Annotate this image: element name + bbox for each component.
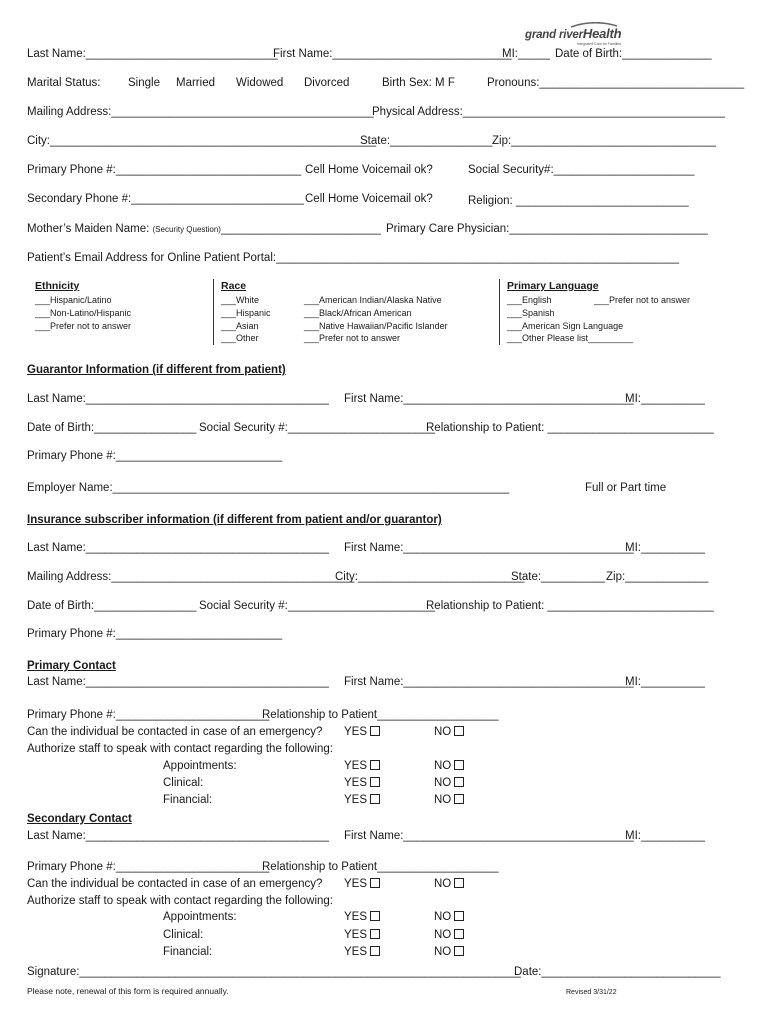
primary-emergency-yes[interactable] [344,725,380,739]
secondary-authorize-text: Authorize staff to speak with contact regarding the following: [27,895,333,907]
insurance-city-field[interactable]: City:__________________________ [335,571,525,583]
insurance-state-field[interactable]: State:__________ [511,571,606,583]
secondary-clinical-yes[interactable] [344,928,380,942]
secondary-contact-mi-field[interactable]: MI:__________ [625,830,705,842]
no-label: NO [434,760,452,772]
primary-financial-yes[interactable] [344,793,380,807]
insurance-zip-field[interactable]: Zip:_____________ [606,571,709,583]
language-option[interactable]: ___Spanish [507,308,555,318]
patient-email-field[interactable]: Patient’s Email Address for Online Patient Portal:_______________________________________________________________ [27,252,680,264]
grand-river-health-logo [525,26,625,48]
patient-mi-field[interactable]: MI:_____ [502,48,550,60]
renewal-note: Please note, renewal of this form is required annually. [27,986,229,996]
primary-financial-label: Financial: [163,794,213,806]
secondary-appointments-no[interactable] [434,910,464,924]
primary-financial-no[interactable] [434,793,464,807]
maiden-note: (Security Question) [152,225,221,234]
revised-date: Revised 3/31/22 [566,989,617,996]
secondary-contact-last-name-field[interactable]: Last Name:______________________________________ [27,830,329,842]
secondary-financial-yes[interactable] [344,945,380,959]
patient-first-name-field[interactable]: First Name:____________________________ [273,48,512,60]
ethnicity-option[interactable]: ___Hispanic/Latino [35,295,112,305]
checkbox[interactable] [454,946,464,956]
primary-contact-first-name-field[interactable]: First Name:____________________________________ [344,676,634,688]
checkbox[interactable] [454,777,464,787]
mothers-maiden-name-field[interactable] [27,222,381,237]
physical-address-field[interactable]: Physical Address:_________________________________________ [372,106,725,118]
employment-type-options[interactable]: Full or Part time [585,482,667,494]
race-option[interactable]: ___Asian [221,321,259,331]
secondary-appointments-label: Appointments: [163,911,237,923]
checkbox[interactable] [454,929,464,939]
signature-date-field[interactable]: Date:____________________________ [514,966,721,978]
ethnicity-heading: Ethnicity [35,280,80,292]
primary-contact-phone-field[interactable]: Primary Phone #:________________________ [27,709,270,721]
guarantor-ssn-field[interactable]: Social Security #:_______________________ [199,422,435,434]
no-label: NO [434,777,452,789]
ethnicity-option[interactable]: ___Prefer not to answer [35,321,132,331]
marital-option-married[interactable]: Married [176,77,215,89]
checkbox[interactable] [454,878,464,888]
checkbox[interactable] [370,726,380,736]
insurance-heading: Insurance subscriber information (if different from patient and/or guarantor) [27,514,442,526]
insurance-phone-field[interactable]: Primary Phone #:__________________________ [27,628,283,640]
yes-label: YES [344,911,368,923]
primary-phone-field[interactable]: Primary Phone #:_____________________________ [27,164,302,176]
city-field[interactable]: City:___________________________________________________ [27,135,377,147]
primary-clinical-label: Clinical: [163,777,204,789]
primary-contact-relationship-field[interactable]: Relationship to Patient___________________ [262,709,499,721]
patient-dob-field[interactable]: Date of Birth:______________ [555,48,712,60]
zip-field[interactable]: Zip:________________________________ [492,135,716,147]
primary-contact-last-name-field[interactable]: Last Name:______________________________________ [27,676,329,688]
race-option[interactable]: ___Hispanic [221,308,271,318]
checkbox[interactable] [454,726,464,736]
guarantor-last-name-field[interactable]: Last Name:______________________________________ [27,393,329,405]
primary-appointments-no[interactable] [434,759,464,773]
checkbox[interactable] [370,946,380,956]
logo-swoosh-icon [569,22,619,28]
checkbox[interactable] [370,929,380,939]
maiden-label: Mother’s Maiden Name: [27,223,153,235]
primary-contact-heading: Primary Contact [27,660,116,672]
guarantor-relationship-field[interactable]: Relationship to Patient: __________________________ [426,422,714,434]
yes-label: YES [344,878,368,890]
race-option[interactable]: ___American Indian/Alaska Native [304,295,442,305]
secondary-phone-field[interactable]: Secondary Phone #:___________________________ [27,193,304,205]
secondary-clinical-label: Clinical: [163,929,204,941]
insurance-first-name-field[interactable]: First Name:____________________________________ [344,542,634,554]
checkbox[interactable] [370,911,380,921]
marital-option-divorced[interactable]: Divorced [304,77,350,89]
primary-clinical-yes[interactable] [344,776,380,790]
race-option[interactable]: ___Native Hawaiian/Pacific Islander [304,321,448,331]
religion-field[interactable]: Religion: ___________________________ [468,195,689,207]
pronouns-field[interactable]: Pronouns:________________________________ [487,77,745,89]
secondary-emergency-question: Can the individual be contacted in case of an emergency? [27,878,323,890]
insurance-ssn-field[interactable]: Social Security #:_______________________ [199,600,435,612]
race-option[interactable]: ___Prefer not to answer [304,333,401,343]
checkbox[interactable] [454,760,464,770]
maiden-line: _________________________ [220,223,381,235]
language-option-prefer-not[interactable]: ___Prefer not to answer [594,295,691,305]
logo-text-1: grand river [525,29,583,41]
marital-option-widowed[interactable]: Widowed [236,77,284,89]
secondary-financial-no[interactable] [434,945,464,959]
secondary-contact-phone-field[interactable]: Primary Phone #:________________________ [27,861,270,873]
language-option[interactable]: ___English [507,295,552,305]
yes-label: YES [344,929,368,941]
race-option[interactable]: ___Other [221,333,259,343]
primary-emergency-question: Can the individual be contacted in case of an emergency? [27,726,323,738]
secondary-contact-first-name-field[interactable]: First Name:____________________________________ [344,830,634,842]
primary-authorize-text: Authorize staff to speak with contact regarding the following: [27,743,333,755]
logo-text-2: Health [582,26,622,41]
yes-label: YES [344,760,368,772]
marital-option-single[interactable]: Single [128,77,160,89]
guarantor-dob-field[interactable]: Date of Birth:________________ [27,422,197,434]
guarantor-heading: Guarantor Information (if different from patient) [27,364,286,376]
no-label: NO [434,946,452,958]
secondary-financial-label: Financial: [163,946,213,958]
insurance-last-name-field[interactable]: Last Name:______________________________________ [27,542,329,554]
divider [213,279,214,345]
primary-appointments-label: Appointments: [163,760,237,772]
race-option[interactable]: ___Black/African American [304,308,412,318]
secondary-appointments-yes[interactable] [344,910,380,924]
insurance-dob-field[interactable]: Date of Birth:________________ [27,600,197,612]
no-label: NO [434,911,452,923]
yes-label: YES [344,726,368,738]
insurance-relationship-field[interactable]: Relationship to Patient: __________________________ [426,600,714,612]
divider [499,279,500,345]
no-label: NO [434,929,452,941]
checkbox[interactable] [454,911,464,921]
primary-emergency-no[interactable] [434,725,464,739]
checkbox[interactable] [370,777,380,787]
guarantor-phone-field[interactable]: Primary Phone #:__________________________ [27,450,283,462]
primary-care-physician-field[interactable]: Primary Care Physician:_______________________________ [386,223,708,235]
social-security-field[interactable]: Social Security#:______________________ [468,164,695,176]
checkbox[interactable] [370,760,380,770]
guarantor-first-name-field[interactable]: First Name:____________________________________ [344,393,634,405]
no-label: NO [434,878,452,890]
secondary-contact-relationship-field[interactable]: Relationship to Patient___________________ [262,861,499,873]
primary-clinical-no[interactable] [434,776,464,790]
birth-sex-field[interactable]: Birth Sex: M F [382,77,455,89]
secondary-emergency-yes[interactable] [344,877,380,891]
language-option[interactable]: ___Other Please list_________ [507,333,634,343]
guarantor-mi-field[interactable]: MI:__________ [625,393,705,405]
secondary-phone-options[interactable]: Cell Home Voicemail ok? [305,193,433,205]
checkbox[interactable] [370,794,380,804]
secondary-contact-heading: Secondary Contact [27,813,132,825]
language-option[interactable]: ___American Sign Language [507,321,624,331]
patient-last-name-field[interactable]: Last Name:______________________________ [27,48,278,60]
insurance-mailing-address-field[interactable]: Mailing Address:______________________________________ [27,571,355,583]
yes-label: YES [344,777,368,789]
primary-language-heading: Primary Language [507,280,599,292]
yes-label: YES [344,946,368,958]
primary-phone-options[interactable]: Cell Home Voicemail ok? [305,164,433,176]
secondary-clinical-no[interactable] [434,928,464,942]
signature-field[interactable]: Signature:_____________________________________________________________________ [27,966,521,978]
state-field[interactable]: State:________________ [360,135,493,147]
ethnicity-option[interactable]: ___Non-Latino/Hispanic [35,308,132,318]
marital-status-label: Marital Status: [27,77,101,89]
race-option[interactable]: ___White [221,295,260,305]
no-label: NO [434,794,452,806]
yes-label: YES [344,794,368,806]
secondary-emergency-no[interactable] [434,877,464,891]
primary-contact-mi-field[interactable]: MI:__________ [625,676,705,688]
mailing-address-field[interactable]: Mailing Address:_________________________________________ [27,106,374,118]
logo-subtitle: Integrated Care for Families [577,41,621,46]
checkbox[interactable] [454,794,464,804]
primary-appointments-yes[interactable] [344,759,380,773]
insurance-mi-field[interactable]: MI:__________ [625,542,705,554]
checkbox[interactable] [370,878,380,888]
employer-name-field[interactable]: Employer Name:______________________________________________________________ [27,482,510,494]
no-label: NO [434,726,452,738]
race-heading: Race [221,280,247,292]
